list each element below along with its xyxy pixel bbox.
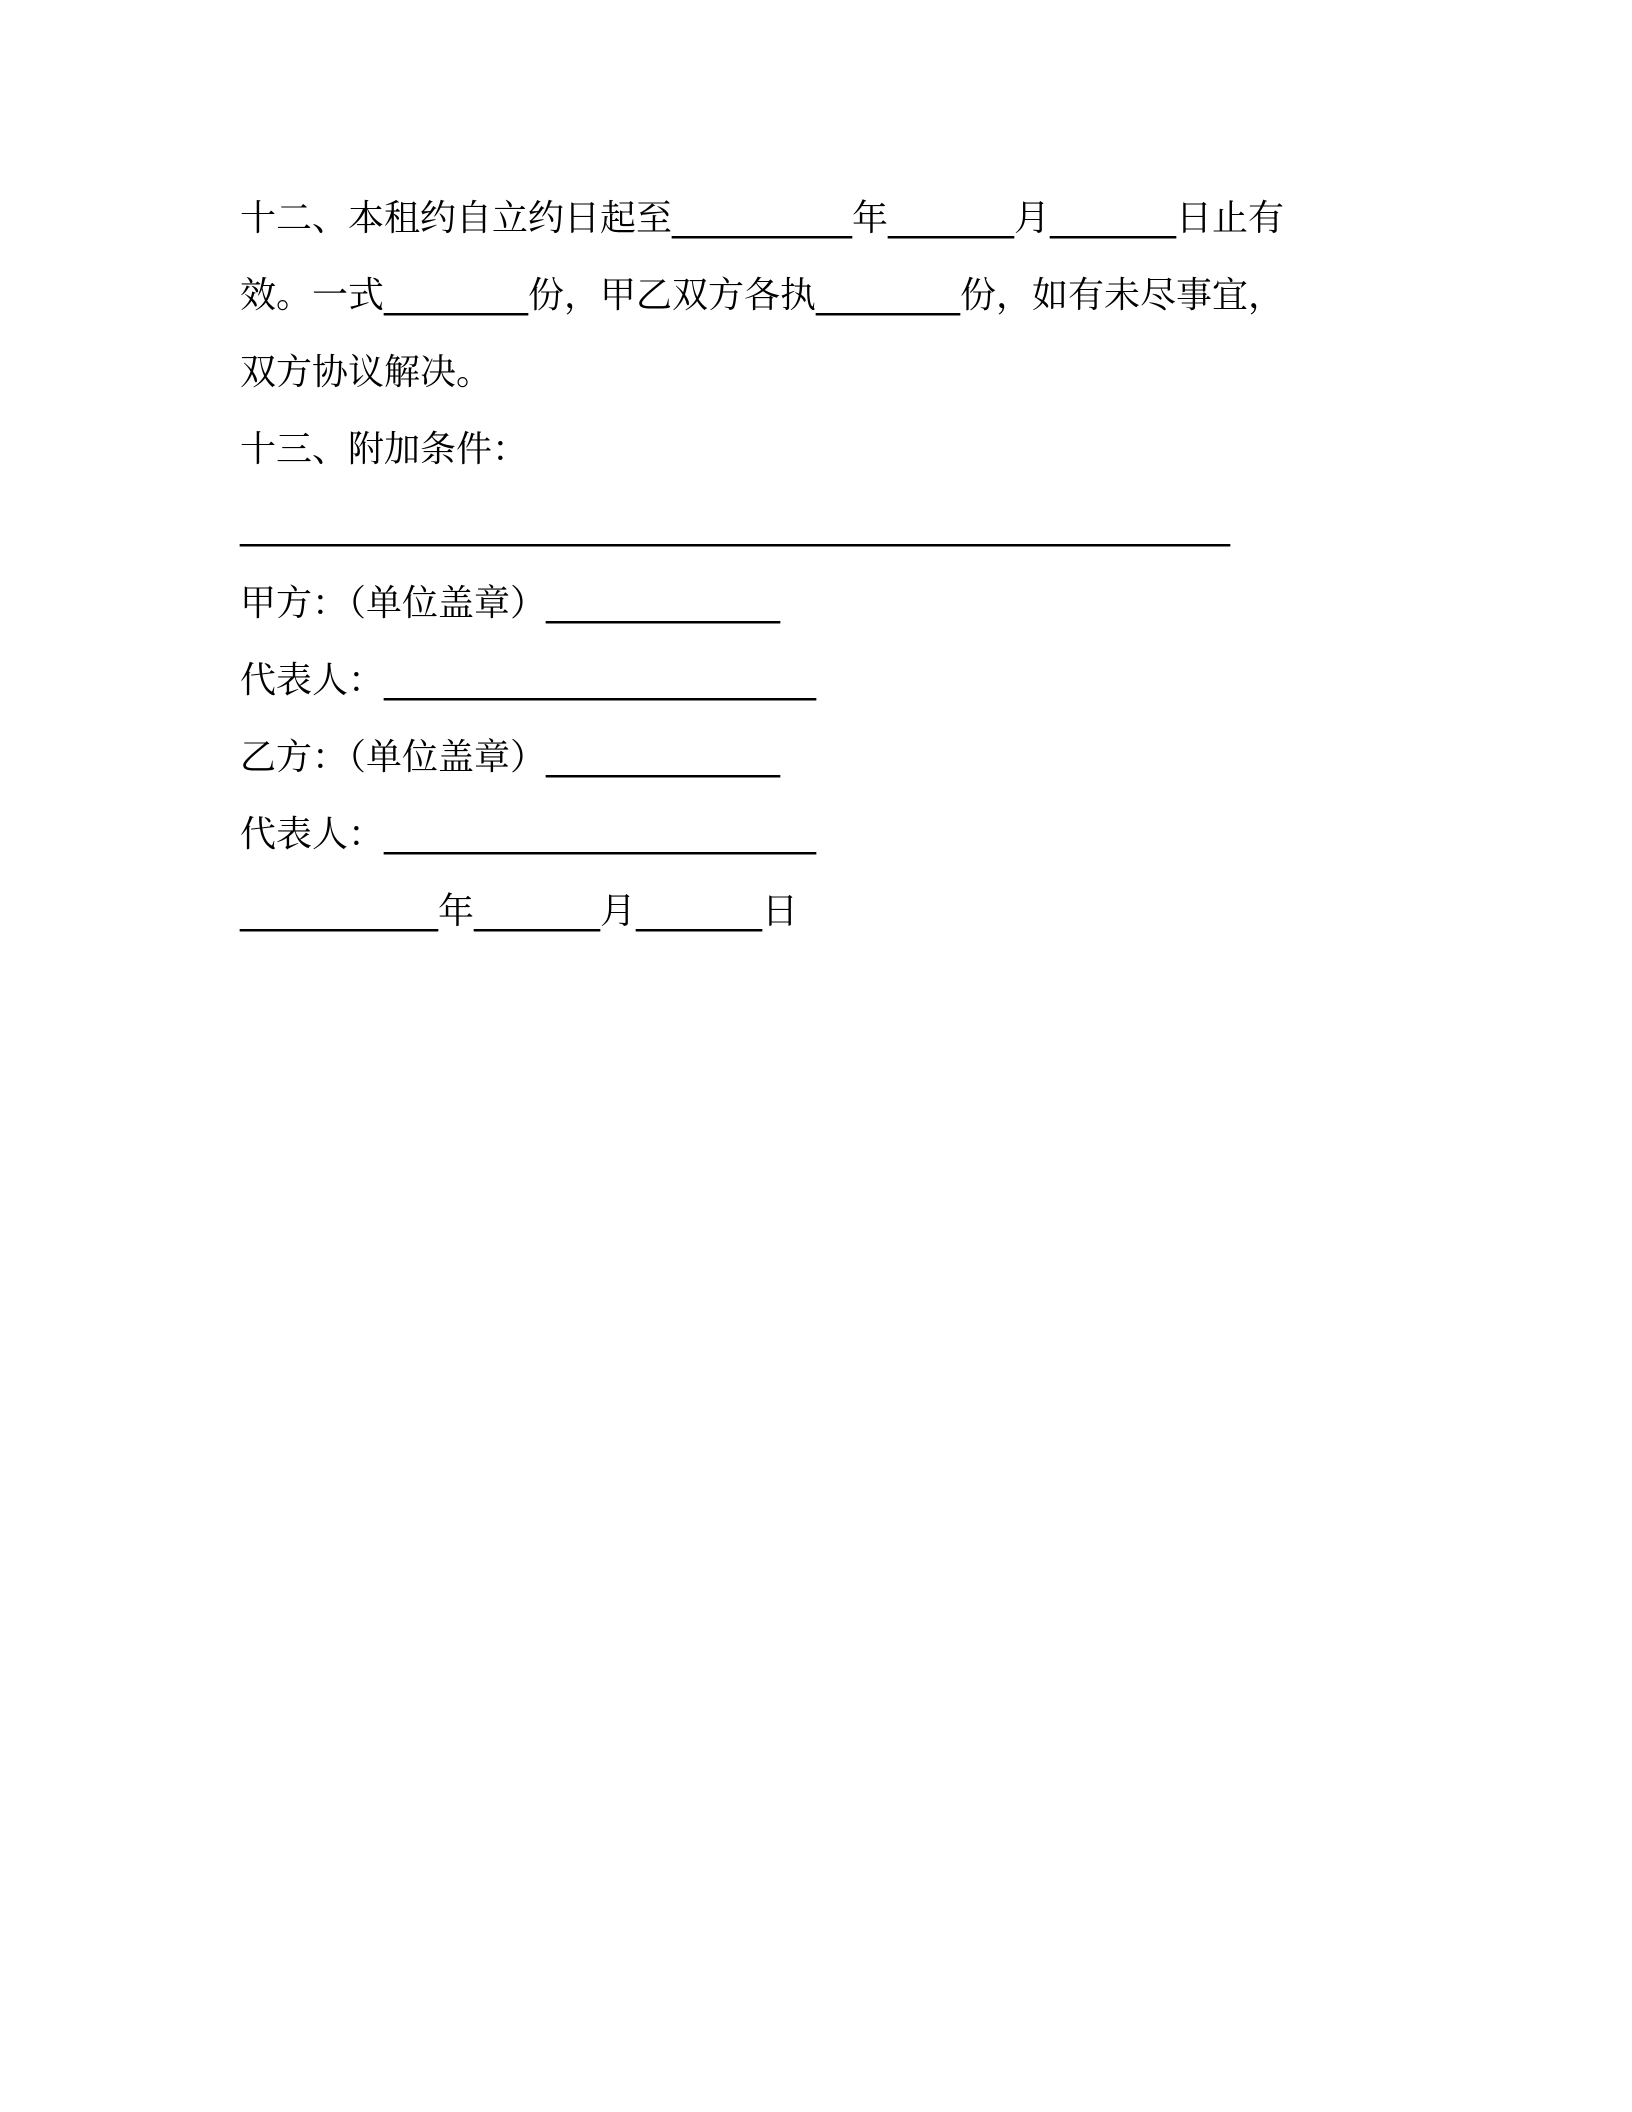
clause-13-heading: 十三、附加条件：: [240, 429, 529, 470]
party-b-seal-line: 乙方：（单位盖章）_____________: [240, 737, 781, 778]
party-a-representative-line: 代表人：________________________: [240, 660, 817, 701]
signing-date-line: ___________年_______月_______日: [240, 891, 798, 932]
clause-12-line-3: 双方协议解决。: [240, 352, 493, 393]
clause-13-blank-line: _______________________________________________________: [240, 506, 1230, 547]
clause-12-line-2: 效。一式________份，甲乙双方各执________份，如有未尽事宜，: [240, 275, 1285, 316]
party-a-seal-line: 甲方：（单位盖章）_____________: [240, 583, 781, 624]
clause-12-line-1: 十二、本租约自立约日起至__________年_______月_______日止有: [240, 198, 1285, 239]
party-b-representative-line: 代表人：________________________: [240, 814, 817, 855]
